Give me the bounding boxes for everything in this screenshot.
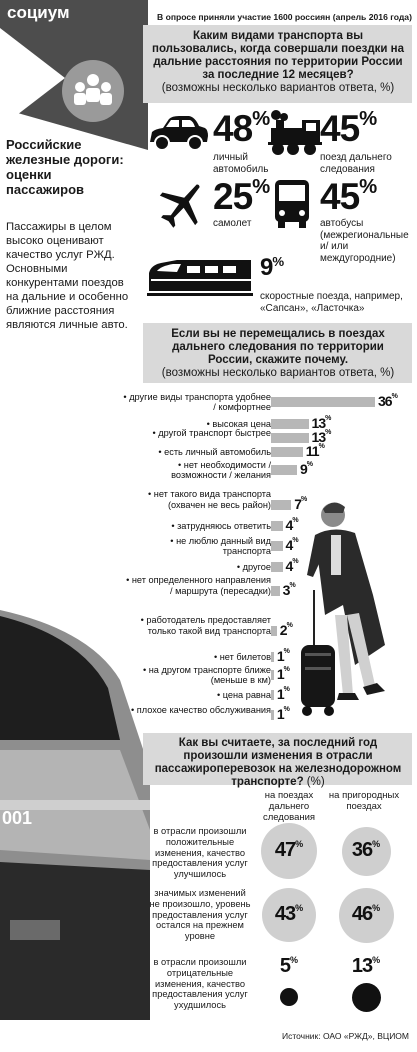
high-speed-train-icon (147, 257, 253, 297)
q3-col-header-suburban: на пригородных поездах (328, 790, 400, 812)
q2-value-label: 4% (285, 558, 299, 574)
q1-label-speed-train: скоростные поезда, например, «Сапсан», «Ласточка» (260, 291, 403, 314)
socium-group-icon (60, 58, 126, 124)
q1-label-train: поезд дальнего следования (320, 152, 392, 175)
q2-bar (271, 562, 283, 572)
q2-value-label: 11% (305, 443, 325, 459)
q2-value-label: 1% (276, 706, 290, 722)
q2-bar (271, 710, 274, 720)
q3-circle (280, 988, 298, 1006)
q3-col-header-long: на поездах дальнего следования (262, 790, 316, 823)
source-text: Источник: ОАО «РЖД», ВЦИОМ (281, 1031, 409, 1041)
q2-category-label: • нет билетов (213, 651, 271, 662)
q1-label-plane: самолет (213, 218, 252, 229)
brand-label: социум (7, 3, 70, 22)
q2-bar (271, 433, 309, 443)
q3-question: Как вы считаете, за последний год произошли изменения в отрасли пассажироперевозок на железнодорожном транспорте? (%) (154, 737, 402, 788)
q2-category-label: • нет необходимости / возможности / желания (171, 459, 271, 480)
q1-value-plane: 25% (213, 176, 271, 217)
q2-bar (271, 690, 274, 700)
q2-question: Если вы не перемещались в поездах дальнего следования по территории России, скажите почему. (возможны несколько вариантов ответа, %) (161, 328, 395, 379)
q2-value-label: 13% (311, 429, 332, 445)
q2-category-label: • высокая цена (206, 418, 271, 429)
passenger-illustration (295, 495, 410, 725)
q2-bar (271, 419, 309, 429)
q1-label-bus: автобусы (межрегиональные и/ или междугородние) (320, 218, 409, 264)
bus-icon (274, 180, 310, 228)
q3-value-label: 36% (351, 839, 381, 861)
steam-train-icon (268, 110, 322, 156)
q3-row-label: в отрасли произошли отрицательные изменения, качество предоставления услуг ухудшилось (152, 957, 248, 1011)
q2-value-label: 4% (285, 517, 299, 533)
car-icon (147, 114, 209, 154)
q2-bar (271, 670, 274, 680)
q2-category-label: • затрудняюсь ответить (171, 520, 271, 531)
q2-value-label: 4% (285, 537, 299, 553)
q1-value-bus: 45% (320, 176, 378, 217)
q2-category-label: • есть личный автомобиль (158, 446, 271, 457)
q2-bar (271, 521, 283, 531)
q2-category-label: • плохое качество обслуживания (130, 704, 271, 715)
q2-category-label: • другой транспорт быстрее (152, 427, 271, 438)
q2-value-label: 1% (276, 666, 290, 682)
q2-category-label: • другие виды транспорта удобнее / комфортнее (123, 391, 271, 412)
q1-value-speed-train: 9% (260, 254, 285, 281)
q2-category-label: • цена равна (216, 689, 271, 700)
q2-category-label: • работодатель предоставляет только такой вид транспорта (140, 615, 271, 636)
q2-bar (271, 586, 280, 596)
q1-question: Каким видами транспорта вы пользовались, когда совершали поездки на дальние расстояния по территории России за последние 12 месяцев? (возможны несколько вариантов ответа, %) (152, 30, 404, 94)
q3-row-label: в отрасли произошли положительные изменения, качество предоставления услуг улучшилось (152, 826, 248, 880)
q3-circle (352, 983, 381, 1012)
train-number: 001 (2, 808, 33, 828)
q2-category-label: • на другом транспорте ближе (меньше в км) (142, 664, 271, 685)
q2-bar (271, 652, 274, 662)
q1-label-car: личный автомобиль (213, 152, 269, 175)
q3-value-label: 43% (274, 903, 304, 925)
q1-value-car: 48% (213, 108, 271, 149)
q2-bar (271, 626, 277, 636)
q3-value-label: 13% (351, 955, 381, 977)
q2-value-label: 1% (276, 648, 290, 664)
q2-category-label: • не люблю данный вид транспорта (170, 535, 271, 556)
q3-value-label: 5% (279, 955, 299, 977)
q2-bar (271, 465, 297, 475)
q2-value-label: 1% (276, 686, 290, 702)
q2-value-label: 9% (300, 461, 314, 477)
survey-note: В опросе приняли участие 1600 россиян (апрель 2016 года) (157, 12, 412, 22)
q2-bar (271, 541, 283, 551)
sidebar-intro: Пассажиры в целом высоко оценивают качество услуг РЖД. Основными конкурентами поездов на дальние и особенно ближние расстояния являются личные авто. (6, 221, 129, 331)
q2-category-label: • нет такого вида транспорта (охвачен не весь район) (147, 489, 271, 510)
sidebar-title: Российские железные дороги: оценки пассажиров (6, 137, 124, 197)
airplane-icon (155, 180, 209, 230)
q2-category-label: • нет определенного направления / маршрута (пересадки) (126, 575, 271, 596)
q2-category-label: • другое (236, 561, 271, 572)
q3-value-label: 47% (274, 839, 304, 861)
q2-bar (271, 500, 291, 510)
q2-value-label: 13% (311, 415, 332, 431)
q2-value-label: 36% (378, 393, 398, 409)
q2-value-label: 2% (279, 622, 293, 638)
q1-value-train: 45% (320, 108, 378, 149)
q2-value-label: 3% (282, 582, 296, 598)
q3-row-label: значимых изменений не произошло, уровень предоставления услуг остался на прежнем уровне (149, 888, 251, 942)
q2-bar (271, 447, 303, 457)
q2-bar (271, 397, 375, 407)
q3-value-label: 46% (351, 903, 381, 925)
q2-value-label: 7% (294, 496, 308, 512)
